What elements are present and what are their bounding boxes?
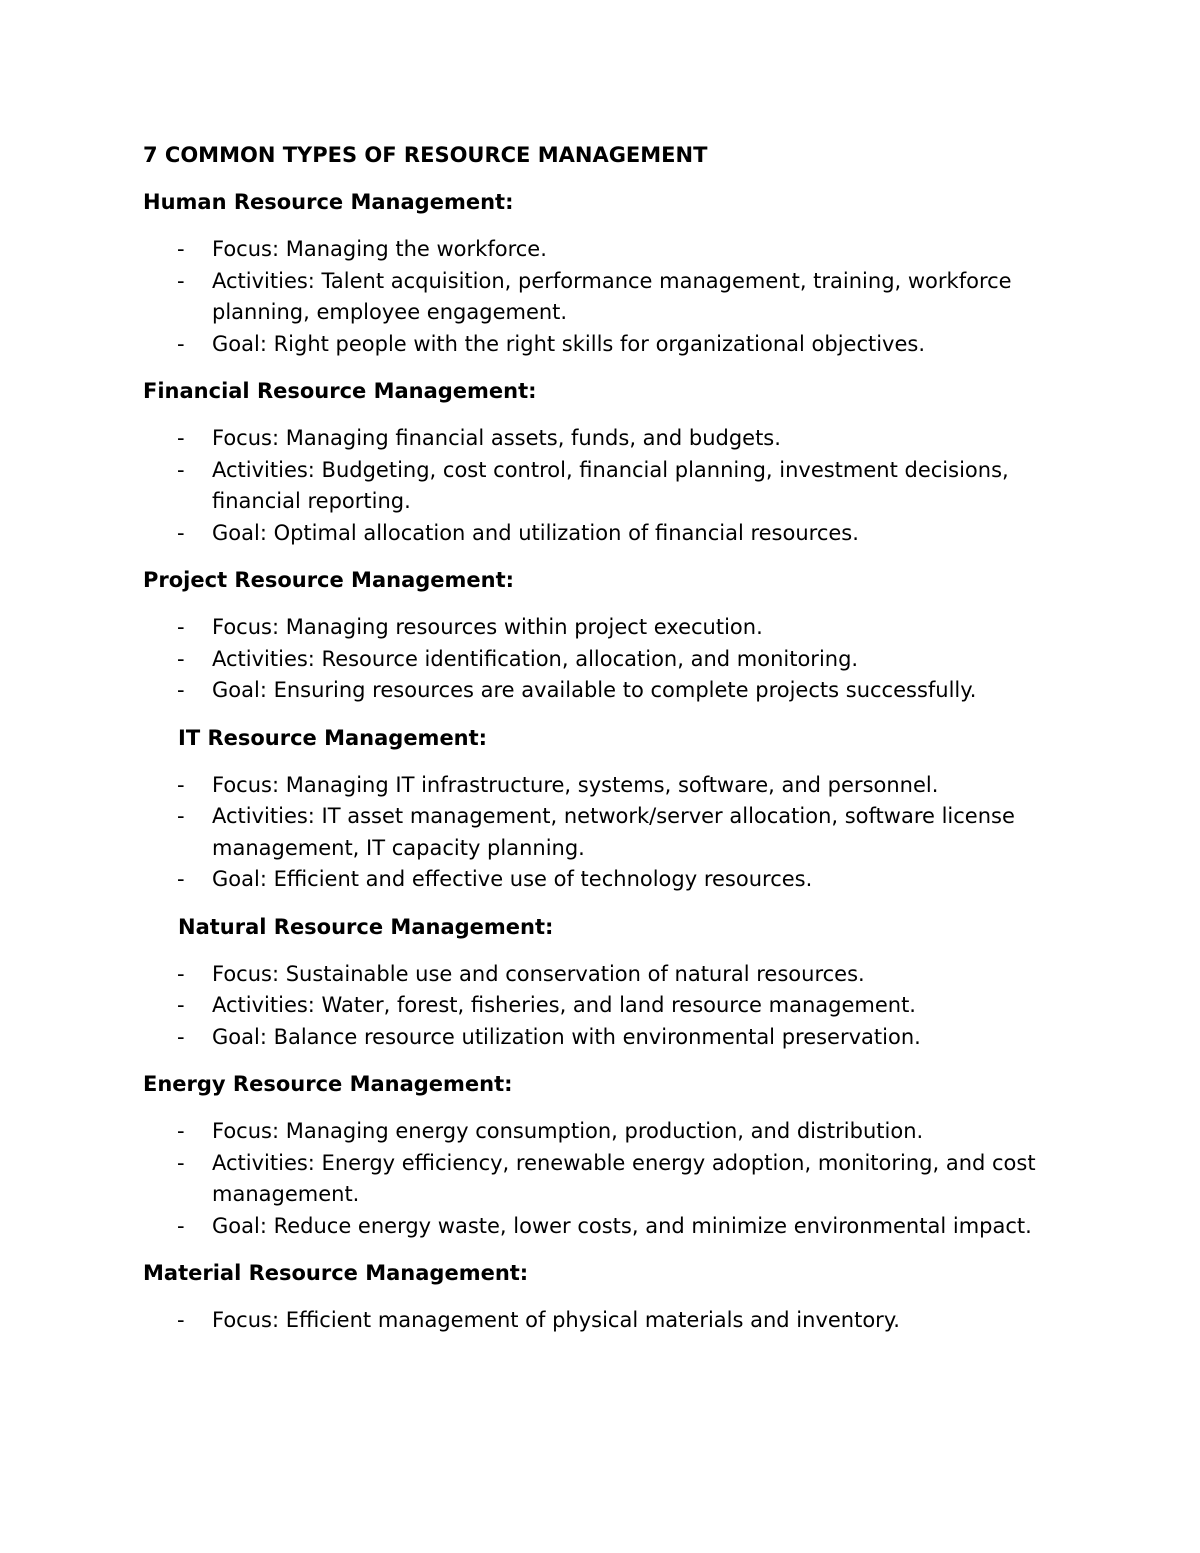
section-heading-energy-resource: Energy Resource Management: (143, 1072, 513, 1096)
bullet-marker: - (177, 961, 185, 986)
bullet-marker: - (177, 1213, 185, 1238)
section-heading-financial-resource: Financial Resource Management: (143, 379, 537, 403)
section-heading-project-resource: Project Resource Management: (143, 568, 515, 592)
bullet-marker: - (177, 331, 185, 356)
list-item-text: Activities: Water, forest, fisheries, and land resource management. (212, 993, 916, 1017)
list-item-text: Activities: Energy efficiency, renewable energy adoption, monitoring, and cost management. (212, 1150, 1036, 1206)
list-item-text: Goal: Right people with the right skills for organizational objectives. (212, 331, 926, 356)
section-list-human-resource (143, 234, 1063, 360)
section-heading-it-resource: IT Resource Management: (178, 725, 488, 750)
bullet-marker: - (177, 772, 185, 797)
list-item-text: Goal: Efficient and effective use of technology resources. (212, 867, 813, 891)
list-item (143, 234, 1063, 266)
list-item-text: Goal: Optimal allocation and utilization of financial resources. (212, 520, 859, 545)
bullet-marker: - (177, 804, 185, 828)
list-item (143, 1148, 1063, 1211)
list-item-text: Activities: Talent acquisition, performance management, training, workforce planning, employee engagement. (212, 268, 1012, 324)
bullet-marker: - (177, 520, 185, 545)
bullet-marker: - (177, 646, 185, 671)
list-item-text: Focus: Managing the workforce. (212, 237, 547, 261)
list-item (143, 864, 1063, 896)
list-item-text: Goal: Reduce energy waste, lower costs, and minimize environmental impact. (212, 1213, 1032, 1238)
list-item-text: Activities: Budgeting, cost control, financial planning, investment decisions, financial reporting. (212, 457, 1009, 513)
bullet-marker: - (177, 1308, 185, 1332)
list-item (143, 644, 1063, 676)
list-item (143, 423, 1063, 455)
list-item-text: Focus: Sustainable use and conservation of natural resources. (212, 961, 865, 986)
list-item-text: Focus: Managing resources within project execution. (212, 615, 763, 639)
list-item-text: Activities: Resource identification, allocation, and monitoring. (212, 646, 859, 671)
list-item (143, 770, 1063, 802)
section-list-natural-resource (143, 959, 1063, 1054)
list-item (143, 455, 1063, 518)
list-item-text: Goal: Ensuring resources are available to complete projects successfully. (212, 678, 977, 702)
bullet-marker: - (177, 678, 185, 702)
section-heading-material-resource: Material Resource Management: (143, 1261, 529, 1285)
list-item-text: Focus: Efficient management of physical materials and inventory. (212, 1308, 900, 1332)
bullet-marker: - (177, 1119, 185, 1143)
list-item-text: Focus: Managing IT infrastructure, systems, software, and personnel. (212, 772, 939, 797)
list-item (143, 959, 1063, 991)
bullet-marker: - (177, 615, 185, 639)
bullet-marker: - (177, 268, 185, 293)
bullet-marker: - (177, 867, 185, 891)
list-item (143, 1116, 1063, 1148)
bullet-marker: - (177, 1150, 185, 1175)
list-item-text: Focus: Managing energy consumption, production, and distribution. (212, 1119, 924, 1143)
bullet-marker: - (177, 426, 185, 450)
list-item (143, 612, 1063, 644)
bullet-marker: - (177, 993, 185, 1017)
list-item (143, 990, 1063, 1022)
list-item-text: Goal: Balance resource utilization with environmental preservation. (212, 1024, 921, 1049)
section-list-material-resource (143, 1305, 1063, 1337)
list-item (143, 329, 1063, 361)
list-item (143, 675, 1063, 707)
list-item (143, 1305, 1063, 1337)
section-heading-natural-resource: Natural Resource Management: (178, 914, 554, 939)
section-list-energy-resource (143, 1116, 1063, 1242)
document-body (143, 140, 1063, 1353)
list-item (143, 518, 1063, 550)
section-list-it-resource (143, 770, 1063, 896)
bullet-marker: - (177, 237, 185, 261)
list-item (143, 1211, 1063, 1243)
section-list-financial-resource (143, 423, 1063, 549)
list-item-text: Activities: IT asset management, network/server allocation, software license management, IT capacity planning. (212, 804, 1015, 860)
section-list-project-resource (143, 612, 1063, 707)
list-item-text: Focus: Managing financial assets, funds, and budgets. (212, 426, 781, 450)
bullet-marker: - (177, 457, 185, 482)
list-item (143, 266, 1063, 329)
section-heading-human-resource: Human Resource Management: (143, 190, 514, 214)
list-item (143, 1022, 1063, 1054)
list-item (143, 801, 1063, 864)
page-title: 7 COMMON TYPES OF RESOURCE MANAGEMENT (143, 143, 708, 167)
bullet-marker: - (177, 1024, 185, 1049)
